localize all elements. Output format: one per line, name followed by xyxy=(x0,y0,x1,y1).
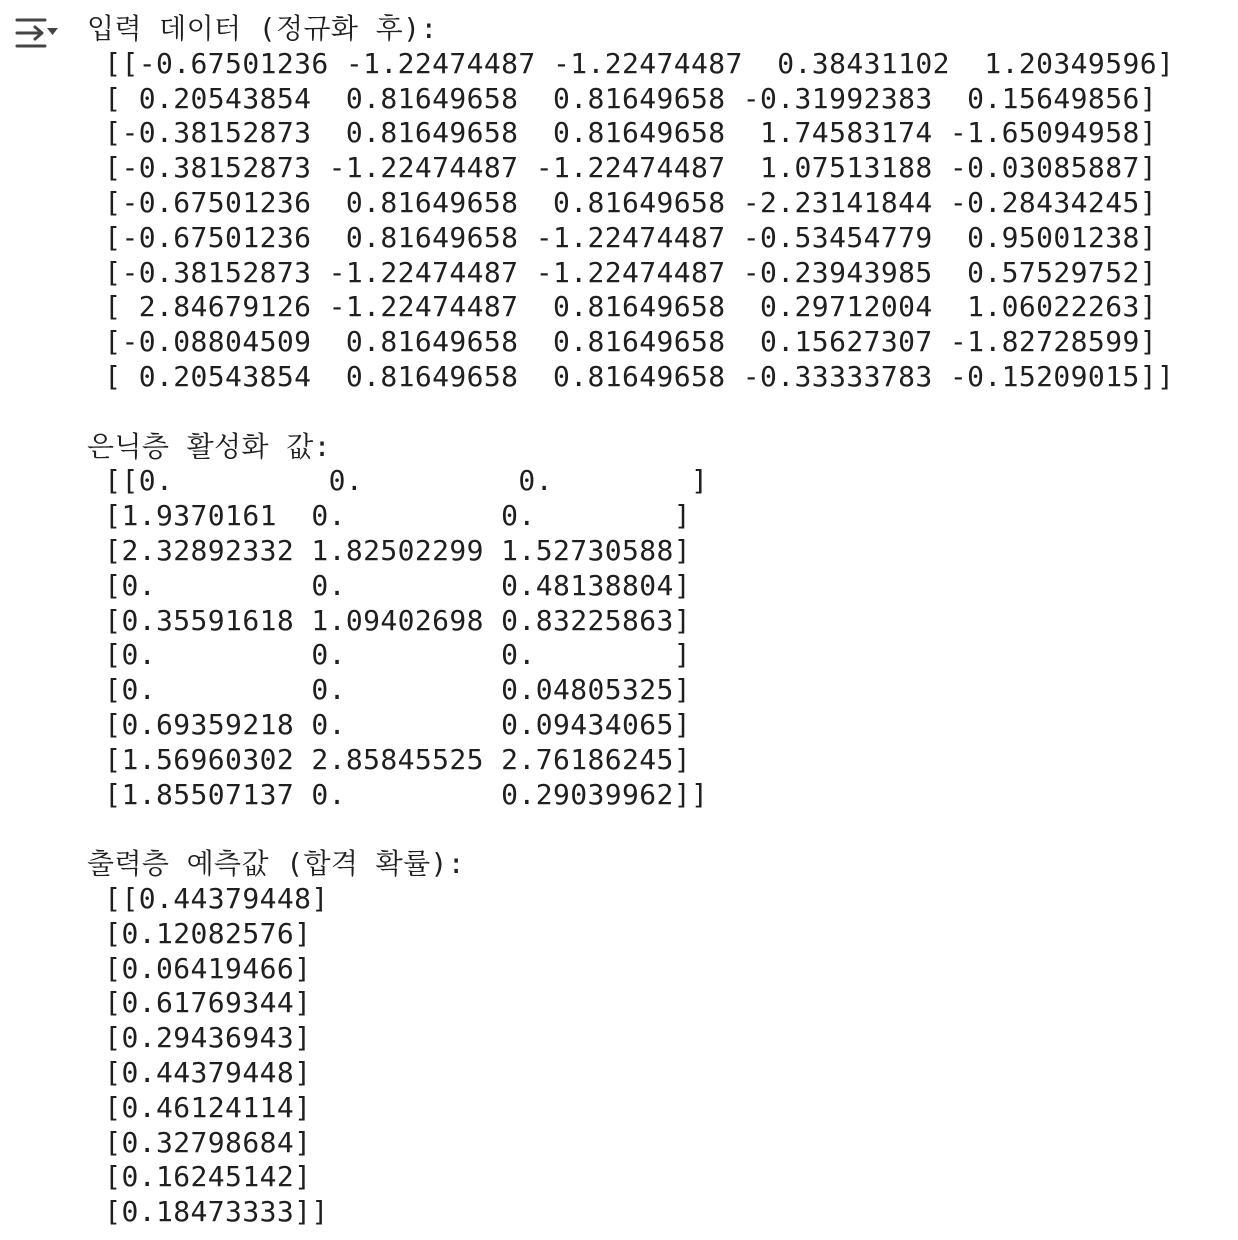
array-row: [-0.38152873 -1.22474487 -1.22474487 -0.23943985 0.57529752] xyxy=(87,255,1157,289)
output-text xyxy=(87,12,1228,1230)
array-row: [0.18473333]] xyxy=(87,1195,329,1229)
blank-line xyxy=(87,812,1228,847)
array-row: [-0.08804509 0.81649658 0.81649658 0.15627307 -1.82728599] xyxy=(87,325,1157,359)
array-row: [ 0.20543854 0.81649658 0.81649658 -0.31992383 0.15649856] xyxy=(87,81,1157,115)
array-row: [0.69359218 0. 0.09434065] xyxy=(87,707,692,741)
array-row: [2.32892332 1.82502299 1.52730588] xyxy=(87,533,692,567)
section-label-output: 출력층 예측값 (합격 확률): xyxy=(87,847,466,881)
output-toggle-button[interactable] xyxy=(14,14,62,52)
array-row: [0.32798684] xyxy=(87,1125,312,1159)
array-row: [-0.38152873 0.81649658 0.81649658 1.74583174 -1.65094958] xyxy=(87,116,1157,150)
section-label-input: 입력 데이터 (정규화 후): xyxy=(87,12,438,45)
array-row: [0. 0. 0.48138804] xyxy=(87,568,692,602)
array-row: [-0.67501236 0.81649658 -1.22474487 -0.53454779 0.95001238] xyxy=(87,220,1157,254)
array-row: [0. 0. 0.04805325] xyxy=(87,673,692,707)
array-row: [0. 0. 0. ] xyxy=(87,638,692,672)
array-row: [1.56960302 2.85845525 2.76186245] xyxy=(87,742,692,776)
array-row: [0.29436943] xyxy=(87,1021,312,1055)
array-row: [ 0.20543854 0.81649658 0.81649658 -0.33333783 -0.15209015]] xyxy=(87,359,1175,393)
blank-line xyxy=(87,395,1228,430)
array-row: [[-0.67501236 -1.22474487 -1.22474487 0.38431102 1.20349596] xyxy=(87,46,1175,80)
array-row: [0.16245142] xyxy=(87,1160,312,1194)
array-row: [ 2.84679126 -1.22474487 0.81649658 0.29712004 1.06022263] xyxy=(87,290,1157,324)
array-row: [1.9370161 0. 0. ] xyxy=(87,499,692,533)
array-row: [1.85507137 0. 0.29039962]] xyxy=(87,777,709,811)
array-row: [0.12082576] xyxy=(87,916,312,950)
array-row: [-0.67501236 0.81649658 0.81649658 -2.23141844 -0.28434245] xyxy=(87,185,1157,219)
output-collapse-icon xyxy=(14,14,62,52)
array-row: [0.61769344] xyxy=(87,986,312,1020)
array-row: [0.06419466] xyxy=(87,951,312,985)
array-row: [-0.38152873 -1.22474487 -1.22474487 1.07513188 -0.03085887] xyxy=(87,151,1157,185)
cell-output xyxy=(87,12,1228,1230)
array-row: [0.44379448] xyxy=(87,1055,312,1089)
section-label-hidden: 은닉층 활성화 값: xyxy=(87,429,331,463)
array-row: [0.46124114] xyxy=(87,1090,312,1124)
array-row: [[0. 0. 0. ] xyxy=(87,464,709,498)
array-row: [[0.44379448] xyxy=(87,881,329,915)
array-row: [0.35591618 1.09402698 0.83225863] xyxy=(87,603,692,637)
